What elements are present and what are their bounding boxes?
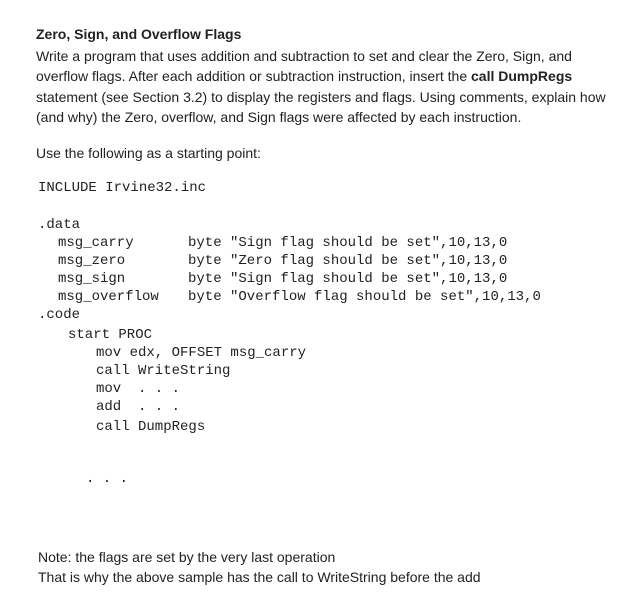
code-line: add . . . [96, 399, 181, 415]
var-name: msg_carry [58, 235, 134, 251]
var-name: msg_sign [58, 271, 126, 287]
var-name: msg_zero [58, 253, 126, 269]
code-ellipsis: . . . [86, 471, 129, 487]
var-decl: byte "Overflow flag should be set",10,13,0 [188, 289, 541, 305]
var-decl: byte "Sign flag should be set",10,13,0 [188, 235, 508, 251]
problem-title: Zero, Sign, and Overflow Flags [36, 26, 242, 42]
var-decl: byte "Zero flag should be set",10,13,0 [188, 253, 508, 269]
var-decl: byte "Sign flag should be set",10,13,0 [188, 271, 508, 287]
code-line: call DumpRegs [96, 419, 206, 435]
note-line: Note: the flags are set by the very last operation [38, 549, 336, 565]
data-directive: .data [38, 217, 81, 233]
description-text-1: Write a program that uses addition and subtraction to set and clear the Zero, Sign, and overflow flags. After each addition or subtraction instruction, insert the [36, 48, 572, 85]
code-line: mov edx, OFFSET msg_carry [96, 345, 307, 361]
code-line: mov . . . [96, 381, 181, 397]
proc-line: start PROC [68, 327, 153, 343]
var-name: msg_overflow [58, 289, 159, 305]
description-text-2: statement (see Section 3.2) to display the registers and flags. Using comments, explain how (and why) the Zero, overflow, and Sign flags were affected by each instruction. [36, 88, 606, 126]
note-line: That is why the above sample has the call to WriteString before the add [38, 569, 481, 585]
code-directive: .code [38, 307, 81, 323]
include-line: INCLUDE Irvine32.inc [38, 180, 207, 196]
code-line: call WriteString [96, 363, 231, 379]
problem-description [36, 46, 626, 128]
starting-point-label: Use the following as a starting point: [36, 145, 261, 161]
description-bold-text: call DumpRegs [471, 68, 573, 85]
